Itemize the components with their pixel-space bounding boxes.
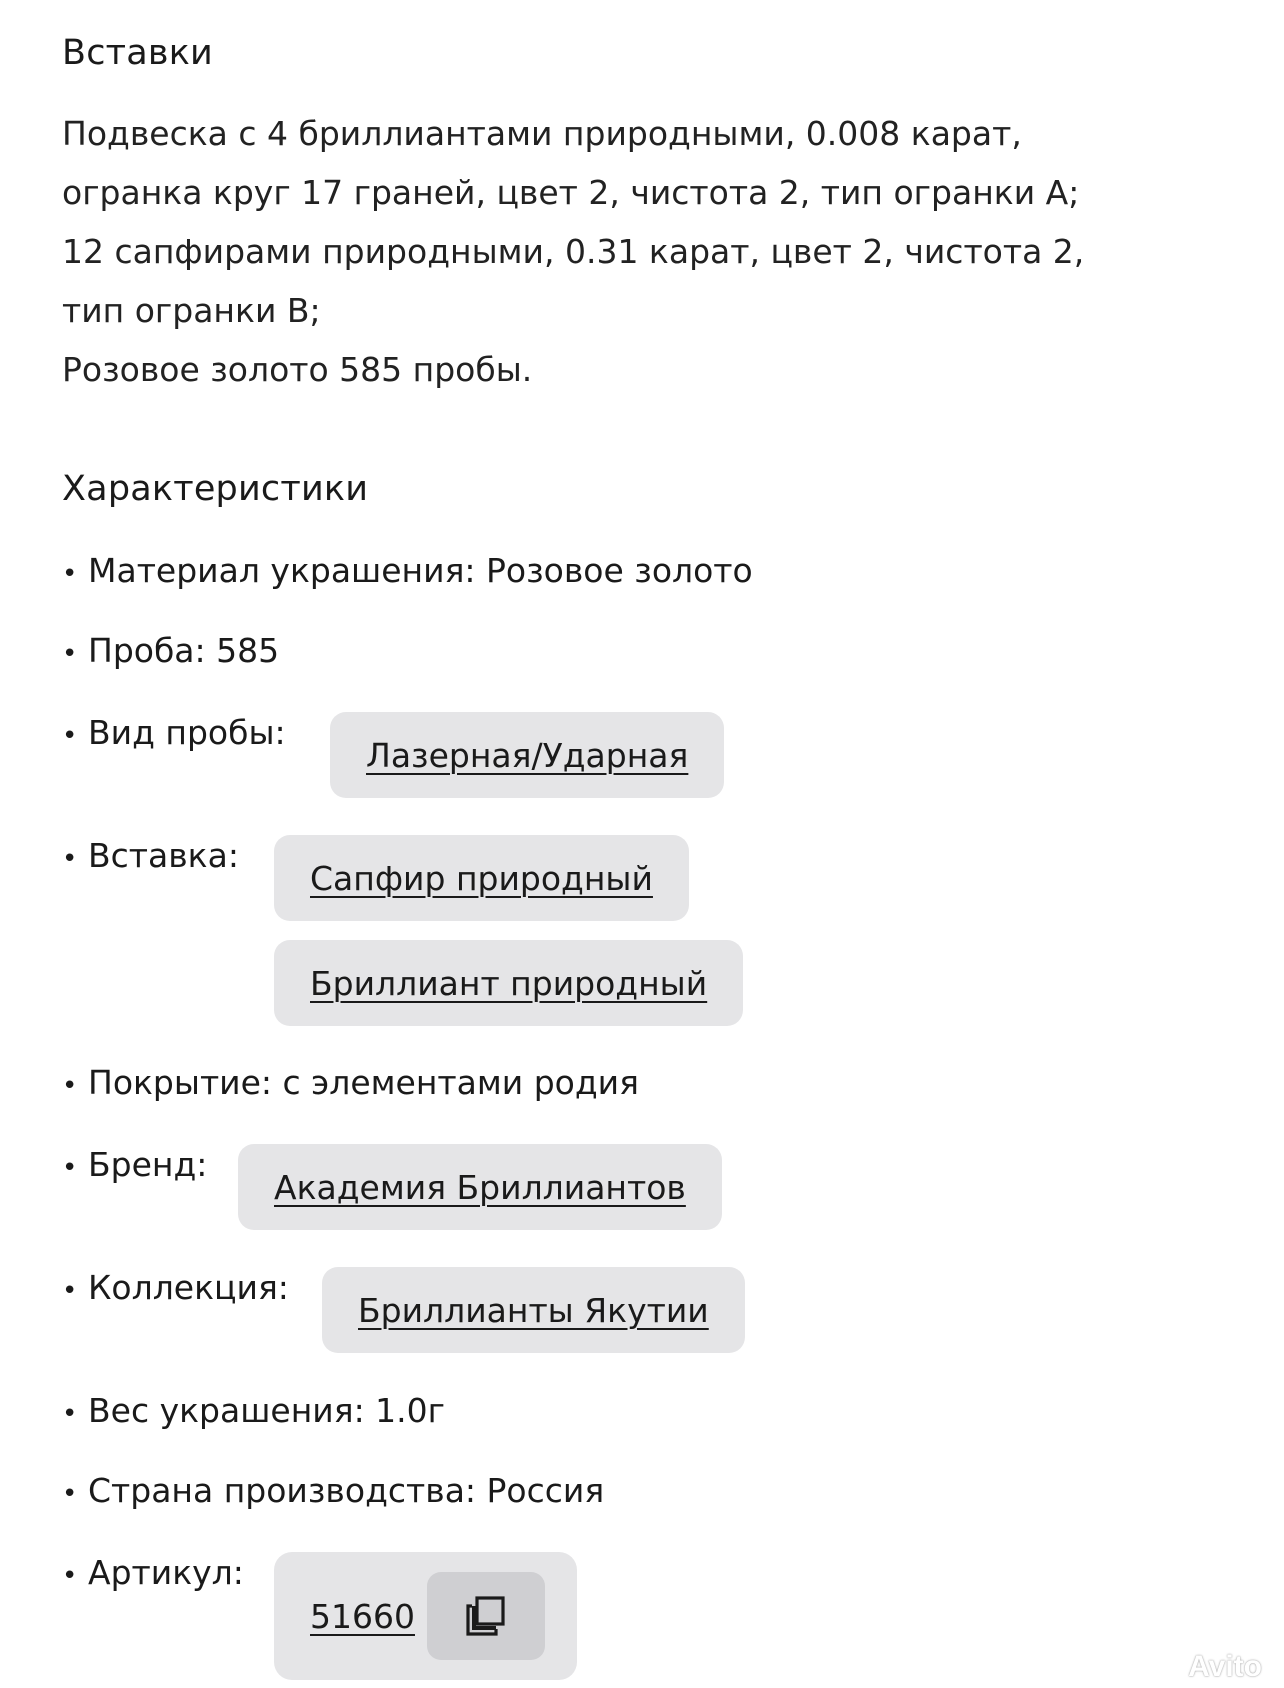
- spec-insert: [62, 836, 239, 879]
- bullet: •: [62, 1479, 78, 1509]
- spec-probe-type-label: Вид пробы:: [88, 713, 286, 752]
- bullet: •: [62, 844, 78, 874]
- spec-weight: [62, 1391, 445, 1434]
- bullet: •: [62, 559, 78, 589]
- inserts-description: [62, 104, 1242, 399]
- spec-country: [62, 1471, 604, 1514]
- inserts-line: Розовое золото 585 пробы.: [62, 350, 533, 389]
- spec-material: [62, 551, 753, 594]
- article-number[interactable]: 51660: [310, 1596, 415, 1636]
- spec-weight-text: Вес украшения: 1.0г: [88, 1391, 446, 1430]
- inserts-line: тип огранки В;: [62, 291, 321, 330]
- insert-chip-diamond[interactable]: Бриллиант природный: [274, 940, 743, 1026]
- spec-material-text: Материал украшения: Розовое золото: [88, 551, 753, 590]
- brand-chip[interactable]: Академия Бриллиантов: [238, 1144, 722, 1230]
- bullet: •: [62, 1153, 78, 1183]
- spec-coating: [62, 1063, 639, 1106]
- spec-article: [62, 1553, 244, 1596]
- spec-article-label: Артикул:: [88, 1553, 244, 1592]
- probe-type-chip[interactable]: Лазерная/Ударная: [330, 712, 724, 798]
- spec-country-text: Страна производства: Россия: [88, 1471, 605, 1510]
- article-chip: [274, 1552, 577, 1680]
- spec-insert-label: Вставка:: [88, 836, 239, 875]
- spec-probe-text: Проба: 585: [88, 631, 280, 670]
- bullet: •: [62, 1561, 78, 1591]
- inserts-line: Подвеска с 4 бриллиантами природными, 0.008 карат,: [62, 114, 1022, 153]
- bullet: •: [62, 1276, 78, 1306]
- spec-probe: [62, 631, 279, 674]
- spec-brand: [62, 1145, 207, 1188]
- spec-collection: [62, 1268, 289, 1311]
- inserts-title: Вставки: [62, 33, 214, 73]
- spec-probe-type: [62, 713, 286, 756]
- spec-coating-text: Покрытие: с элементами родия: [88, 1063, 639, 1102]
- bullet: •: [62, 721, 78, 751]
- bullet: •: [62, 639, 78, 669]
- copy-icon: [464, 1594, 508, 1638]
- copy-button[interactable]: [427, 1572, 545, 1660]
- bullet: •: [62, 1399, 78, 1429]
- collection-chip[interactable]: Бриллианты Якутии: [322, 1267, 745, 1353]
- avito-watermark: Avito: [1188, 1650, 1262, 1683]
- spec-brand-label: Бренд:: [88, 1145, 208, 1184]
- specs-title: Характеристики: [62, 469, 369, 509]
- spec-collection-label: Коллекция:: [88, 1268, 289, 1307]
- bullet: •: [62, 1071, 78, 1101]
- insert-chip-sapphire[interactable]: Сапфир природный: [274, 835, 689, 921]
- inserts-line: 12 сапфирами природными, 0.31 карат, цвет 2, чистота 2,: [62, 232, 1085, 271]
- inserts-line: огранка круг 17 граней, цвет 2, чистота 2, тип огранки А;: [62, 173, 1080, 212]
